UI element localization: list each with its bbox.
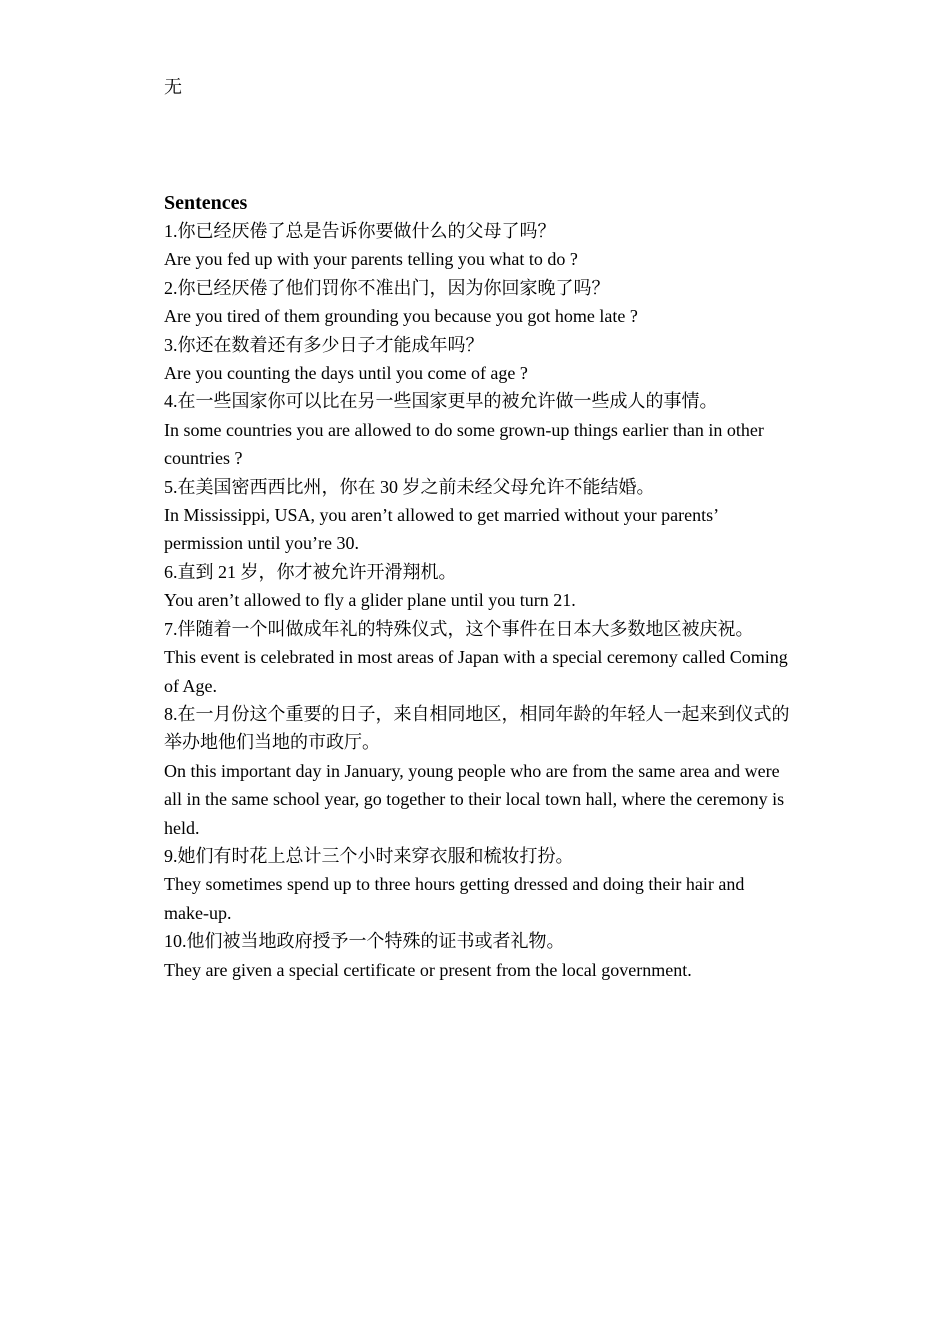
top-mark-text: 无 [164,77,182,97]
sentence-item [164,331,792,388]
sentence-chinese: 2.你已经厌倦了他们罚你不准出门，因为你回家晚了吗？ [164,277,610,298]
sentence-chinese: 7.伴随着一个叫做成年礼的特殊仪式，这个事件在日本大多数地区被庆祝。 [164,618,754,639]
sentence-english: In some countries you are allowed to do some grown-up things earlier than in other countries ? [164,419,764,469]
sentence-english: You aren’t allowed to fly a glider plane until you turn 21. [164,590,576,611]
sentence-item [164,217,792,274]
sentence-english: On this important day in January, young people who are from the same area and were all in the same school year, go together to their local town hall, where the ceremony is held. [164,760,785,838]
sentence-english: Are you fed up with your parents telling you what to do ? [164,249,578,270]
sentence-chinese: 5.在美国密西西比州，你在 30 岁之前未经父母允许不能结婚。 [164,476,655,497]
sentence-chinese: 9.她们有时花上总计三个小时来穿衣服和梳妆打扮。 [164,845,574,866]
sentence-english: They are given a special certificate or present from the local government. [164,959,692,980]
sentence-item [164,700,792,842]
sentence-english: Are you counting the days until you come of age ? [164,363,528,384]
sentence-chinese: 6.直到 21 岁，你才被允许开滑翔机。 [164,561,457,582]
sentence-chinese: 3.你还在数着还有多少日子才能成年吗？ [164,334,484,355]
sentence-english: In Mississippi, USA, you aren’t allowed to get married without your parents’ permission until you’re 30. [164,505,718,554]
sentence-chinese: 1.你已经厌倦了总是告诉你要做什么的父母了吗？ [164,221,556,241]
sentence-english: They sometimes spend up to three hours getting dressed and doing their hair and make-up. [164,874,745,923]
sentence-item [164,387,792,472]
sentence-item [164,842,792,927]
sentence-chinese: 4.在一些国家你可以比在另一些国家更早的被允许做一些成人的事情。 [164,391,718,412]
sentence-item [164,473,792,558]
sentences-section [164,189,792,984]
section-heading: Sentences [164,192,248,214]
sentence-item [164,615,792,700]
sentence-english: This event is celebrated in most areas of Japan with a special ceremony called Coming of Age. [164,647,788,696]
sentence-chinese: 10.他们被当地政府授予一个特殊的证书或者礼物。 [164,931,565,952]
sentence-item [164,927,792,984]
sentence-chinese: 8.在一月份这个重要的日子，来自相同地区，相同年龄的年轻人一起来到仪式的举办地他们当地的市政厅。 [164,703,790,753]
sentence-list [164,217,792,984]
sentence-item [164,274,792,331]
sentence-english: Are you tired of them grounding you because you got home late ? [164,306,638,327]
sentence-item [164,558,792,615]
